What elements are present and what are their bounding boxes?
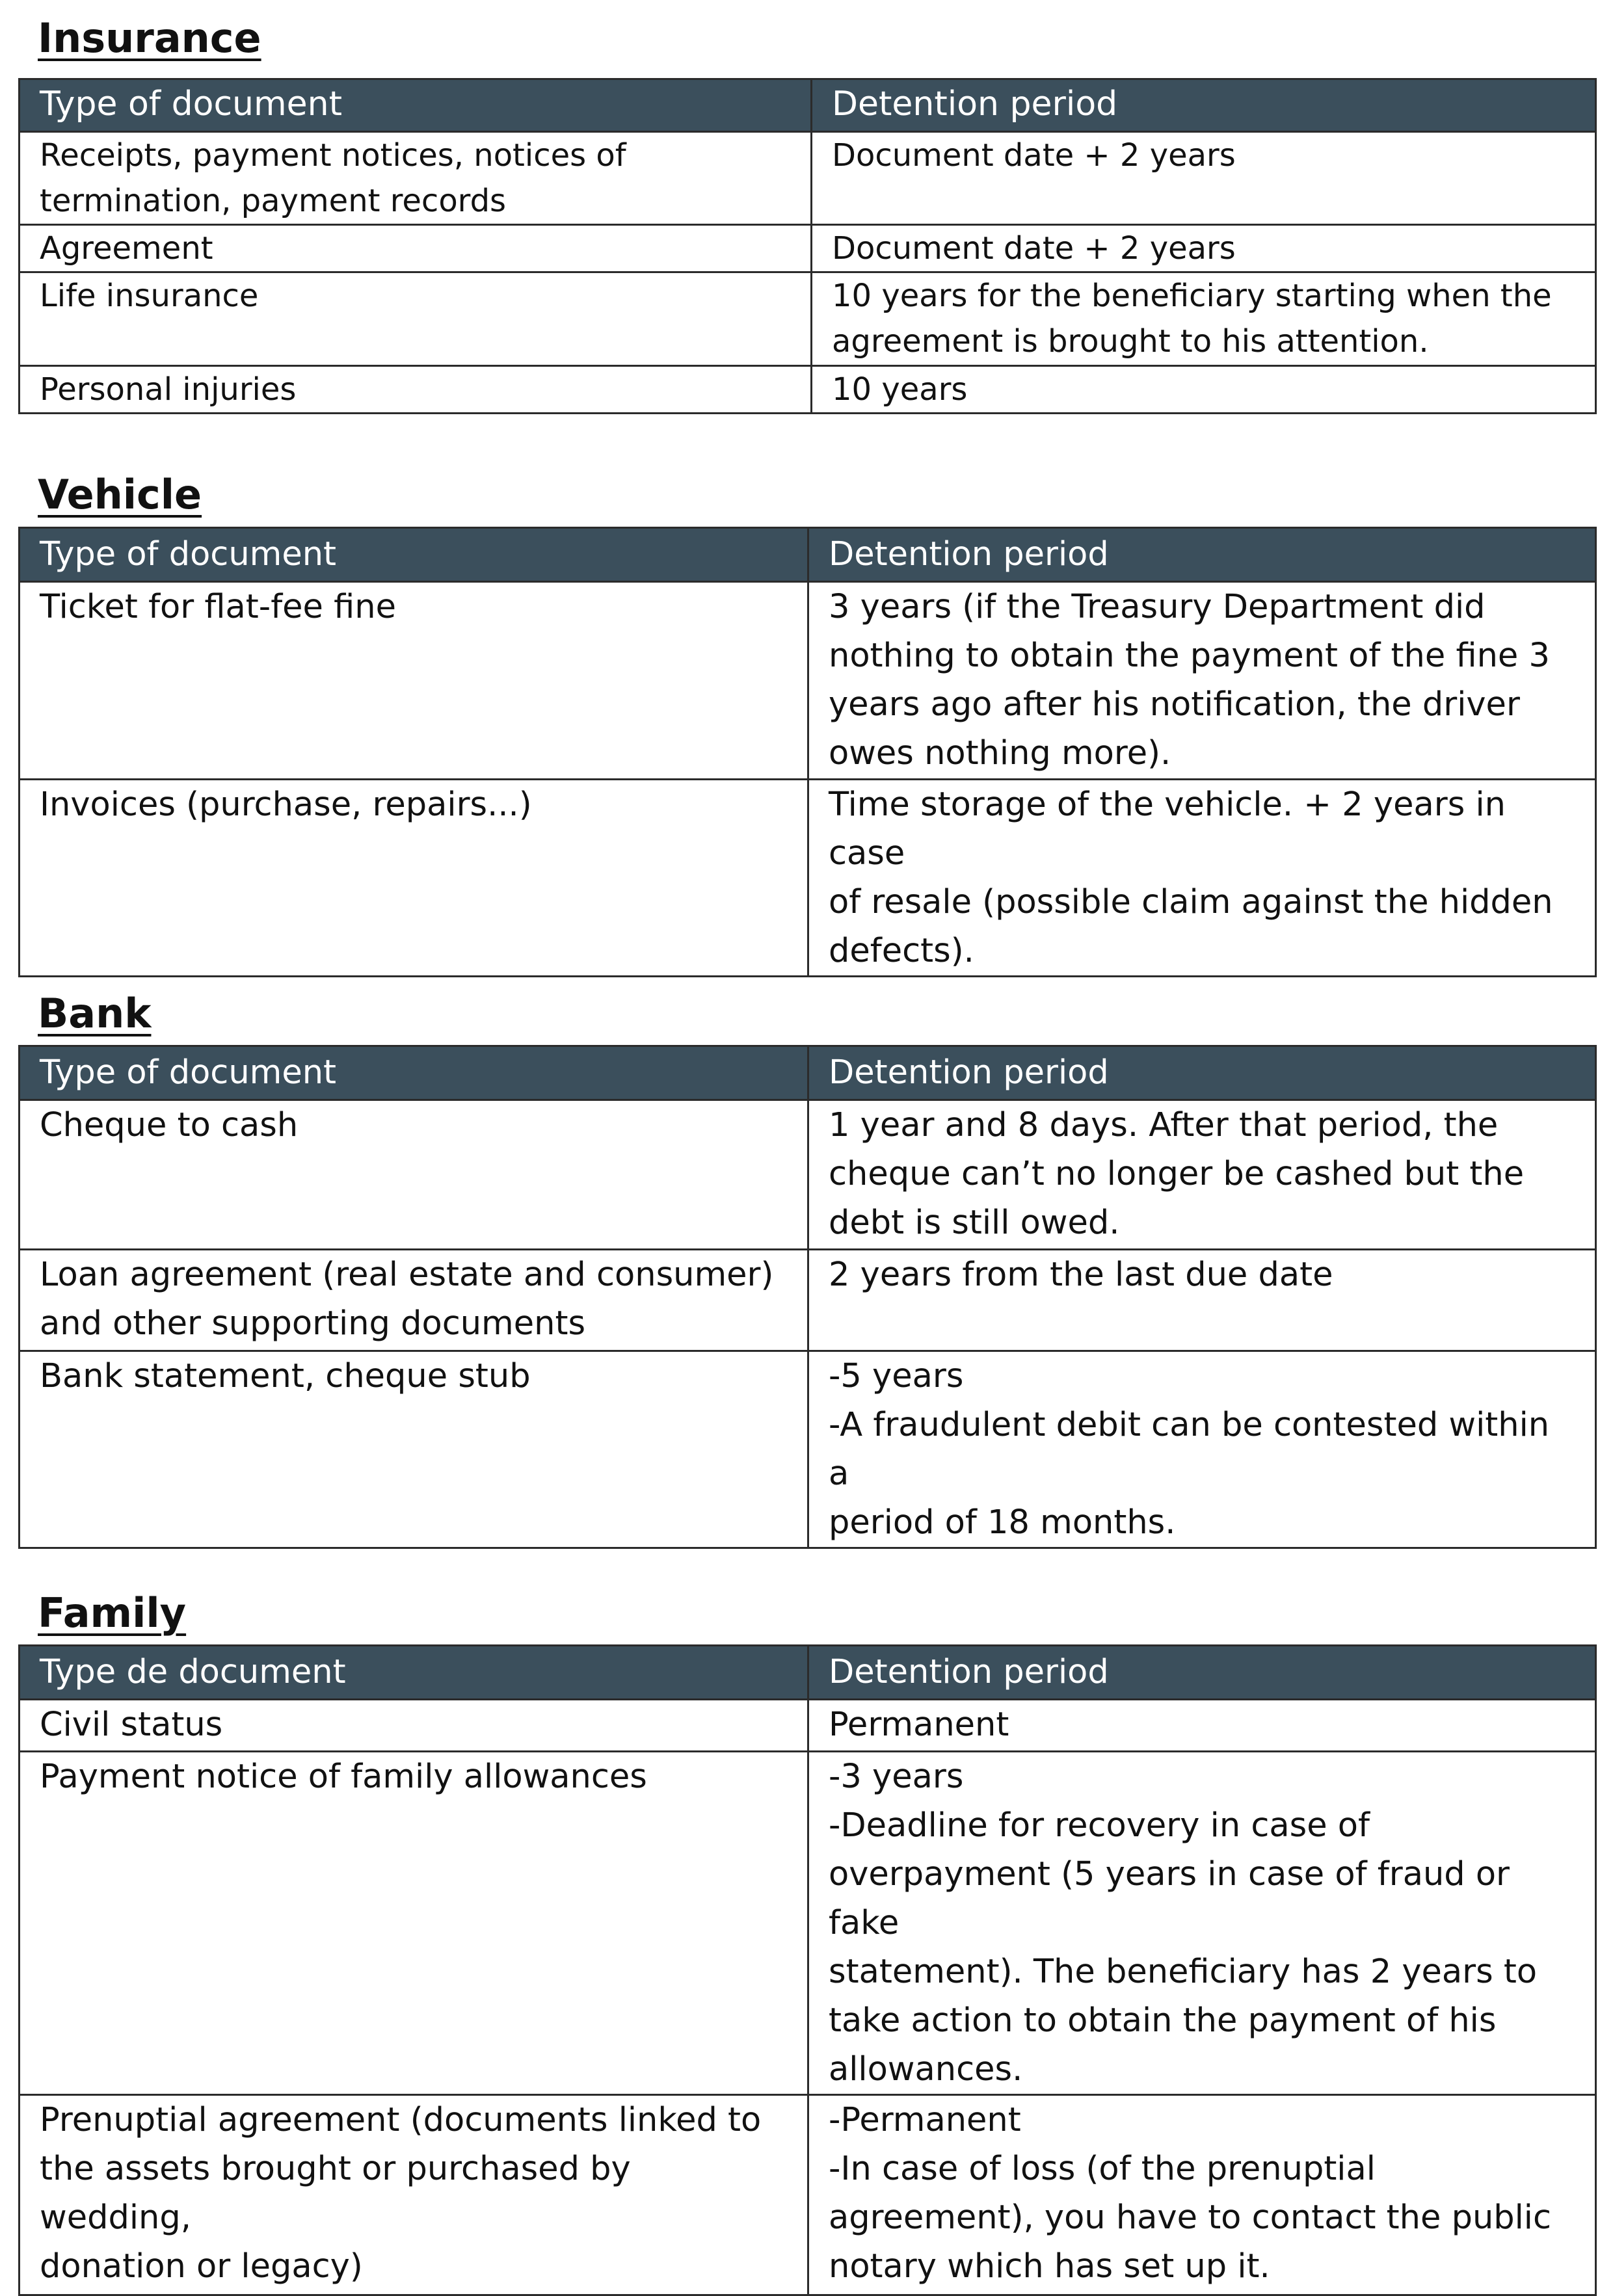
- section-title-bank: Bank: [38, 990, 152, 1037]
- cell-document-type: Prenuptial agreement (documents linked to the assets brought or purchased by wedding, donation or legacy): [20, 2095, 808, 2295]
- bank-table: [18, 1045, 1597, 1549]
- cell-detention-period: Permanent: [808, 1700, 1596, 1752]
- table-row: [20, 1700, 1596, 1752]
- table-row: [20, 225, 1596, 272]
- table-row: [20, 1351, 1596, 1548]
- cell-document-type: Cheque to cash: [20, 1100, 808, 1250]
- header-type-of-document: Type of document: [20, 528, 808, 582]
- cell-detention-period: 10 years for the beneficiary starting when the agreement is brought to his attention.: [812, 272, 1596, 366]
- cell-document-type: Civil status: [20, 1700, 808, 1752]
- cell-detention-period: Time storage of the vehicle. + 2 years in case of resale (possible claim against the hidden defects).: [808, 780, 1596, 977]
- cell-detention-period: 10 years: [812, 366, 1596, 414]
- section-title-family: Family: [38, 1589, 187, 1637]
- cell-document-type: Ticket for flat-fee fine: [20, 582, 808, 780]
- table-row: [20, 1250, 1596, 1351]
- cell-detention-period: -5 years -A fraudulent debit can be contested within a period of 18 months.: [808, 1351, 1596, 1548]
- vehicle-table: [18, 527, 1597, 977]
- header-type-of-document: Type de document: [20, 1646, 808, 1700]
- header-type-of-document: Type of document: [20, 1046, 808, 1100]
- table-row: [20, 366, 1596, 414]
- cell-document-type: Life insurance: [20, 272, 812, 366]
- section-title-insurance: Insurance: [38, 14, 261, 62]
- table-row: [20, 1752, 1596, 2095]
- table-row: [20, 132, 1596, 225]
- cell-detention-period: -Permanent -In case of loss (of the prenuptial agreement), you have to contact the public notary which has set up it.: [808, 2095, 1596, 2295]
- cell-document-type: Invoices (purchase, repairs...): [20, 780, 808, 977]
- cell-detention-period: -3 years -Deadline for recovery in case of overpayment (5 years in case of fraud or fake statement). The beneficiary has 2 years to take action to obtain the payment of his allowances.: [808, 1752, 1596, 2095]
- cell-detention-period: 3 years (if the Treasury Department did nothing to obtain the payment of the fine 3 years ago after his notification, the driver owes nothing more).: [808, 582, 1596, 780]
- table-row: [20, 272, 1596, 366]
- cell-detention-period: 1 year and 8 days. After that period, the cheque can’t no longer be cashed but the debt is still owed.: [808, 1100, 1596, 1250]
- header-detention-period: Detention period: [812, 79, 1596, 132]
- cell-detention-period: Document date + 2 years: [812, 132, 1596, 225]
- header-detention-period: Detention period: [808, 528, 1596, 582]
- cell-document-type: Receipts, payment notices, notices of termination, payment records: [20, 132, 812, 225]
- header-detention-period: Detention period: [808, 1046, 1596, 1100]
- table-row: [20, 780, 1596, 977]
- table-row: [20, 1100, 1596, 1250]
- table-row: [20, 582, 1596, 780]
- table-header-row: [20, 528, 1596, 582]
- cell-detention-period: 2 years from the last due date: [808, 1250, 1596, 1351]
- cell-document-type: Personal injuries: [20, 366, 812, 414]
- table-row: [20, 2095, 1596, 2295]
- section-title-vehicle: Vehicle: [38, 471, 202, 518]
- insurance-table: [18, 78, 1597, 414]
- table-header-row: [20, 79, 1596, 132]
- cell-document-type: Payment notice of family allowances: [20, 1752, 808, 2095]
- header-type-of-document: Type of document: [20, 79, 812, 132]
- family-table: [18, 1644, 1597, 2296]
- header-detention-period: Detention period: [808, 1646, 1596, 1700]
- cell-document-type: Agreement: [20, 225, 812, 272]
- cell-document-type: Loan agreement (real estate and consumer) and other supporting documents: [20, 1250, 808, 1351]
- cell-detention-period: Document date + 2 years: [812, 225, 1596, 272]
- table-header-row: [20, 1046, 1596, 1100]
- cell-document-type: Bank statement, cheque stub: [20, 1351, 808, 1548]
- table-header-row: [20, 1646, 1596, 1700]
